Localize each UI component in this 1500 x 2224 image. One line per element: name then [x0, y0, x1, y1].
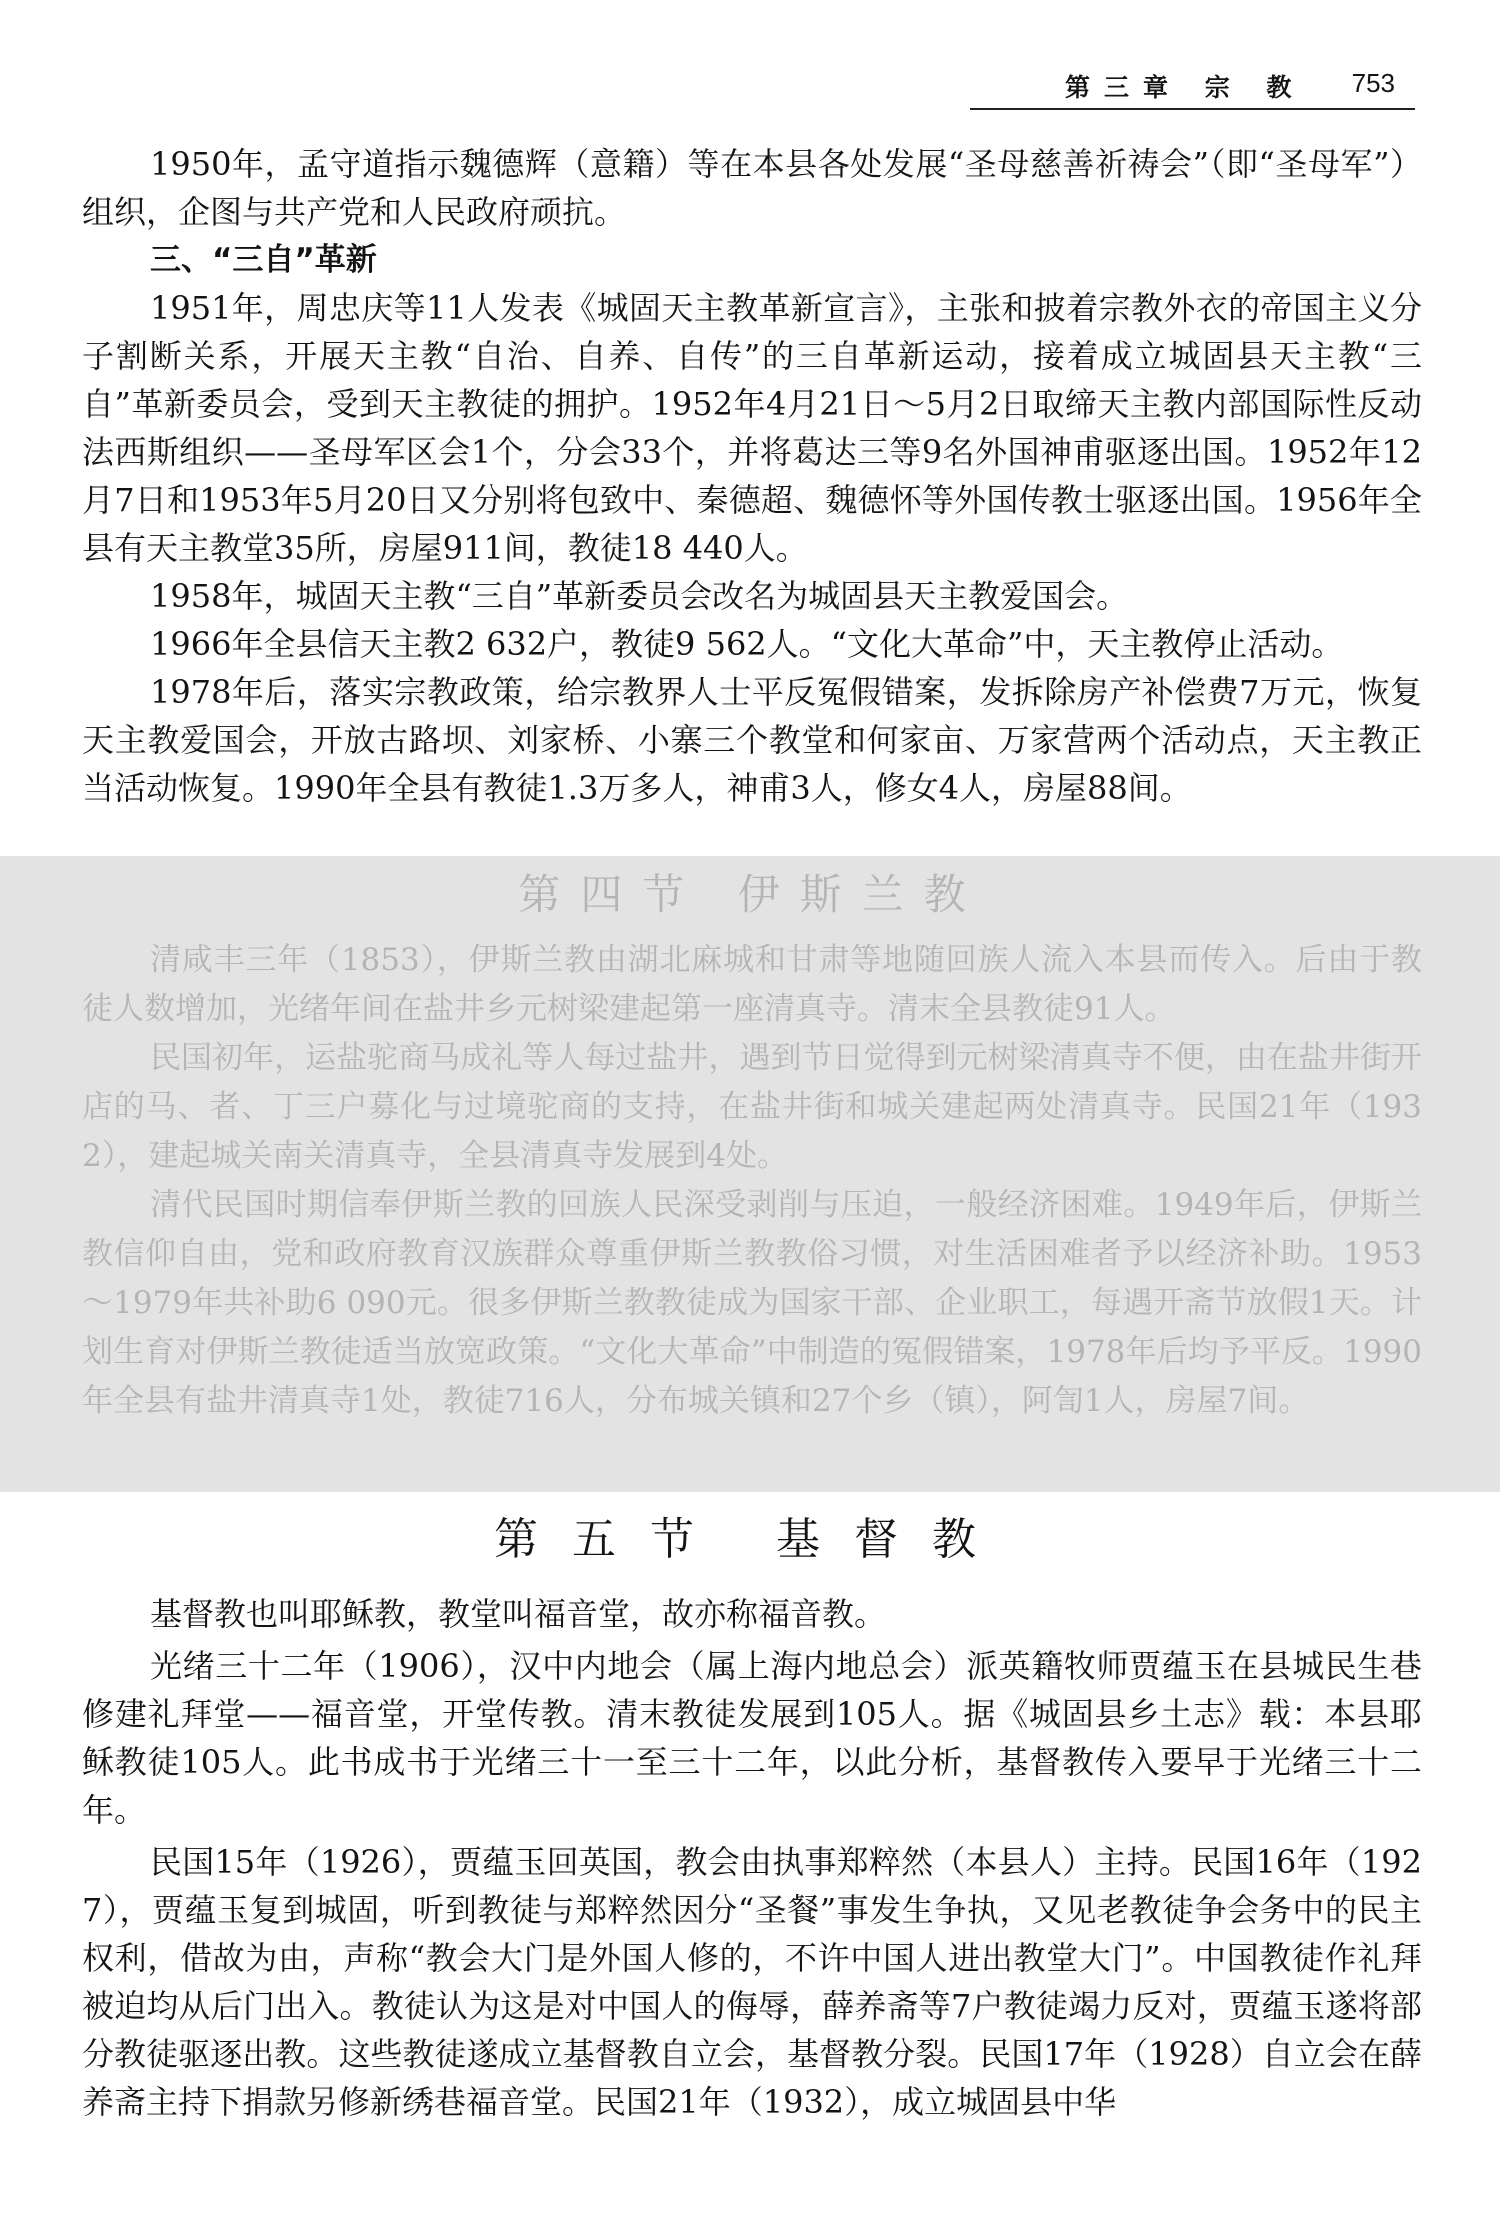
paragraph: 清咸丰三年（1853），伊斯兰教由湖北麻城和甘肃等地随回族人流入本县而传入。后由于教徒人数增加，光绪年间在盐井乡元树梁建起第一座清真寺。清末全县教徒91人。: [82, 942, 1422, 1027]
paragraph: 1966年全县信天主教2 632户，教徒9 562人。“文化大革命”中，天主教停止活动。: [150, 625, 1344, 663]
catholic-section-continued: [82, 140, 1422, 812]
paragraph: 民国15年（1926），贾蕴玉回英国，教会由执事郑粹然（本县人）主持。民国16年（1927），贾蕴玉复到城固，听到教徒与郑粹然因分“圣餐”事发生争执，又见老教徒争会务中的民主权利，借故为由，声称“教会大门是外国人修的，不许中国人进出教堂大门”。中国教徒作礼拜被迫均从后门出入。教徒认为这是对中国人的侮辱，薛养斋等7户教徒竭力反对，贾蕴玉遂将部分教徒驱逐出教。这些教徒遂成立基督教自立会，基督教分裂。民国17年（1928）自立会在薛养斋主持下捐款另修新绣巷福音堂。民国21年（1932），成立城固县中华: [82, 1843, 1422, 2121]
paragraph: 基督教也叫耶稣教，教堂叫福音堂，故亦称福音教。: [150, 1595, 887, 1633]
paragraph: 1950年，孟守道指示魏德辉（意籍）等在本县各处发展“圣母慈善祈祷会”（即“圣母军”）组织，企图与共产党和人民政府顽抗。: [82, 145, 1422, 231]
section-title: 第四节 伊斯兰教: [518, 870, 986, 919]
paragraph: 民国初年，运盐驼商马成礼等人每过盐井，遇到节日觉得到元树梁清真寺不便，由在盐井街开店的马、者、丁三户募化与过境驼商的支持，在盐井街和城关建起两处清真寺。民国21年（1932），建起城关南关清真寺，全县清真寺发展到4处。: [82, 1040, 1422, 1174]
page-number: 753: [1351, 68, 1395, 98]
paragraph: 1958年，城固天主教“三自”革新委员会改名为城固县天主教爱国会。: [150, 577, 1129, 615]
islam-section: [82, 864, 1422, 1426]
header-rule: [970, 108, 1415, 110]
paragraph: 清代民国时期信奉伊斯兰教的回族人民深受剥削与压迫，一般经济困难。1949年后，伊斯兰教信仰自由，党和政府教育汉族群众尊重伊斯兰教教俗习惯，对生活困难者予以经济补助。1953～1979年共补助6 090元。很多伊斯兰教教徒成为国家干部、企业职工，每遇开斋节放假1天。计划生育对伊斯兰教徒适当放宽政策。“文化大革命”中制造的冤假错案，1978年后均予平反。1990年全县有盐井清真寺1处，教徒716人，分布城关镇和27个乡（镇），阿訇1人，房屋7间。: [82, 1187, 1422, 1419]
paragraph: 1978年后，落实宗教政策，给宗教界人士平反冤假错案，发拆除房产补偿费7万元，恢复天主教爱国会，开放古路坝、刘家桥、小寨三个教堂和何家亩、万家营两个活动点，天主教正当活动恢复。1990年全县有教徒1.3万多人，神甫3人，修女4人，房屋88间。: [82, 673, 1422, 807]
subheading: 三、“三自”革新: [150, 242, 377, 278]
paragraph: 1951年，周忠庆等11人发表《城固天主教革新宣言》，主张和披着宗教外衣的帝国主义分子割断关系，开展天主教“自治、自养、自传”的三自革新运动，接着成立城固县天主教“三自”革新委员会，受到天主教徒的拥护。1952年4月21日～5月2日取缔天主教内部国际性反动法西斯组织——圣母军区会1个，分会33个，并将葛达三等9名外国神甫驱逐出国。1952年12月7日和1953年5月20日又分别将包致中、秦德超、魏德怀等外国传教士驱逐出国。1956年全县有天主教堂35所，房屋911间，教徒18 440人。: [82, 289, 1422, 567]
chapter-title: 第三章 宗 教: [1065, 73, 1306, 102]
section-title: 第五节 基督教: [494, 1514, 1010, 1565]
christian-section: [82, 1504, 1422, 2126]
paragraph: 光绪三十二年（1906），汉中内地会（属上海内地总会）派英籍牧师贾蕴玉在县城民生巷修建礼拜堂——福音堂，开堂传教。清末教徒发展到105人。据《城固县乡土志》载：本县耶稣教徒105人。此书成书于光绪三十一至三十二年，以此分析，基督教传入要早于光绪三十二年。: [82, 1647, 1422, 1829]
running-header: [970, 62, 1415, 110]
